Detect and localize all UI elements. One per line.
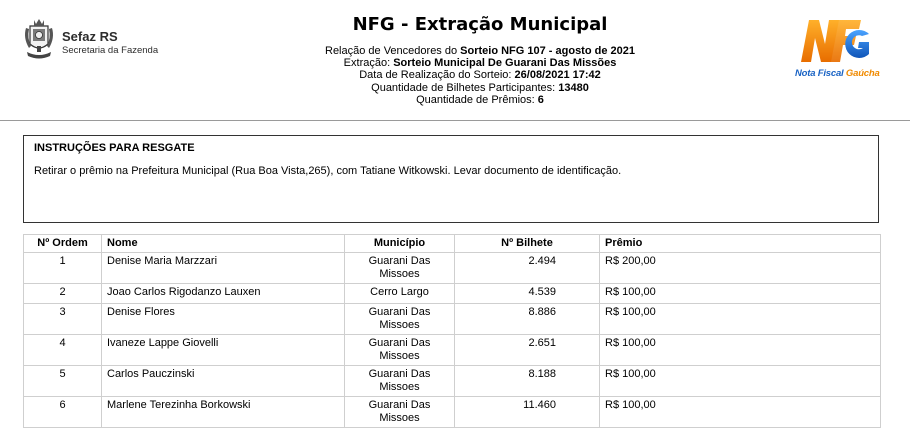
rs-coat-of-arms-icon [22,16,56,62]
cell-municipio: Guarani Das Missoes [345,397,455,428]
col-ordem-header: Nº Ordem [24,235,102,253]
brand-name: Sefaz RS [62,29,118,44]
cell-bilhete: 8.886 [455,304,600,335]
header-divider [0,120,910,121]
table-row [24,335,881,366]
cell-bilhete: 4.539 [455,284,600,304]
table-header-row [24,235,881,253]
table-row [24,304,881,335]
cell-municipio: Cerro Largo [345,284,455,304]
table-row [24,397,881,428]
cell-municipio: Guarani Das Missoes [345,366,455,397]
cell-premio: R$ 100,00 [600,304,881,335]
header-line-bilhetes: Quantidade de Bilhetes Participantes: 13480 [371,82,589,94]
cell-premio: R$ 100,00 [600,335,881,366]
cell-bilhete: 2.494 [455,253,600,284]
cell-ordem: 2 [24,284,102,304]
col-nome-header: Nome [102,235,345,253]
header-line-sorteio: Relação de Vencedores do Sorteio NFG 107 - agosto de 2021 [325,45,635,57]
instructions-text: Retirar o prêmio na Prefeitura Municipal (Rua Boa Vista,265), com Tatiane Witkowski. Levar documento de identificação. [34,165,622,177]
cell-premio: R$ 100,00 [600,366,881,397]
instructions-title: INSTRUÇÕES PARA RESGATE [34,142,195,154]
cell-premio: R$ 100,00 [600,284,881,304]
table-row [24,253,881,284]
header-line-extracao: Extração: Sorteio Municipal De Guarani Das Missões [343,57,617,69]
nfg-logo-icon [795,14,885,68]
col-premio-header: Prêmio [600,235,881,253]
cell-nome: Denise Flores [102,304,345,335]
cell-municipio: Guarani Das Missoes [345,304,455,335]
table-row [24,284,881,304]
nfg-caption: Nota Fiscal Gaúcha [795,68,880,79]
cell-bilhete: 8.188 [455,366,600,397]
cell-bilhete: 11.460 [455,397,600,428]
cell-ordem: 3 [24,304,102,335]
cell-nome: Joao Carlos Rigodanzo Lauxen [102,284,345,304]
cell-ordem: 1 [24,253,102,284]
sefaz-brand [22,16,172,66]
instructions-box [23,135,879,223]
cell-ordem: 6 [24,397,102,428]
col-municipio-header: Município [345,235,455,253]
cell-bilhete: 2.651 [455,335,600,366]
cell-nome: Denise Maria Marzzari [102,253,345,284]
page-title: NFG - Extração Municipal [352,14,608,35]
table-row [24,366,881,397]
winners-table [23,234,881,428]
header-line-premios: Quantidade de Prêmios: 6 [416,94,544,106]
header-line-data: Data de Realização do Sorteio: 26/08/2021 17:42 [359,69,601,81]
nota-fiscal-gaucha-logo [795,14,885,82]
cell-municipio: Guarani Das Missoes [345,253,455,284]
cell-nome: Carlos Pauczinski [102,366,345,397]
cell-premio: R$ 100,00 [600,397,881,428]
cell-municipio: Guarani Das Missoes [345,335,455,366]
cell-ordem: 5 [24,366,102,397]
cell-premio: R$ 200,00 [600,253,881,284]
cell-nome: Ivaneze Lappe Giovelli [102,335,345,366]
cell-ordem: 4 [24,335,102,366]
cell-nome: Marlene Terezinha Borkowski [102,397,345,428]
brand-subtitle: Secretaria da Fazenda [62,45,159,56]
col-bilhete-header: Nº Bilhete [455,235,600,253]
